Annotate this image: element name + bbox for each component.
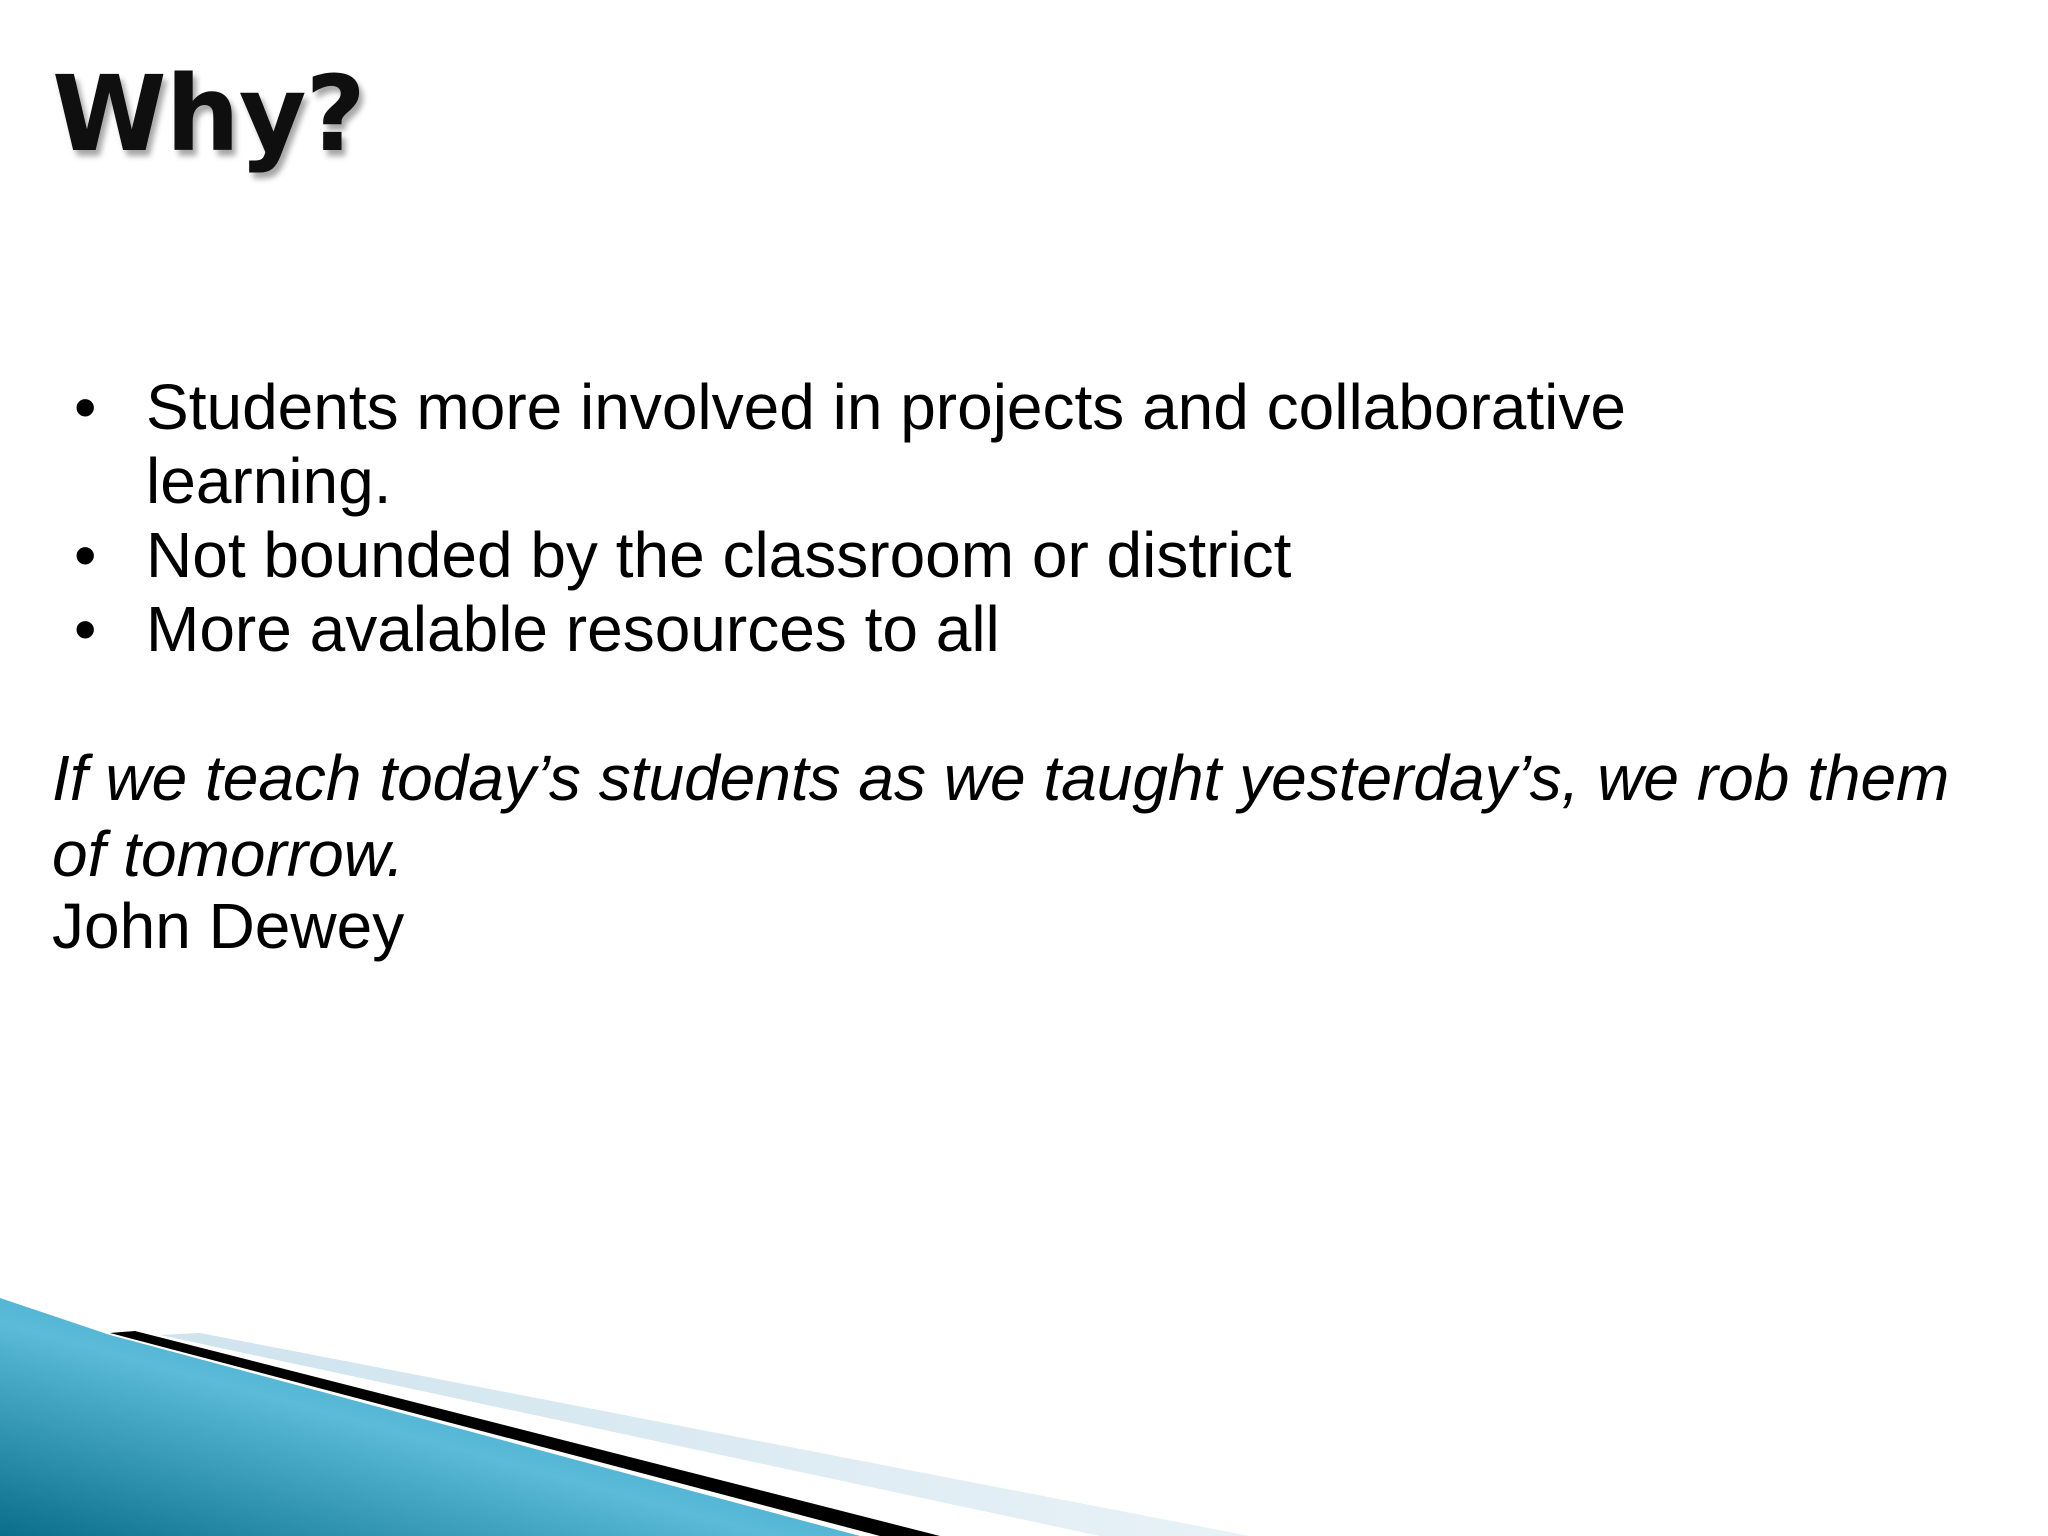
bullet-text: Students more involved in projects and collaborative learning. (146, 371, 1626, 517)
bullet-text: Not bounded by the classroom or district (146, 519, 1292, 591)
bullet-icon: • (74, 519, 97, 591)
bullet-icon: • (74, 593, 97, 665)
bullet-text: More avalable resources to all (146, 593, 1000, 665)
slide-title: Why? (52, 53, 365, 175)
quote-author: John Dewey (52, 890, 405, 962)
quote-text: If we teach today’s students as we taught yesterday’s, we rob them of tomorrow. (52, 742, 1950, 890)
bullet-icon: • (74, 371, 97, 443)
